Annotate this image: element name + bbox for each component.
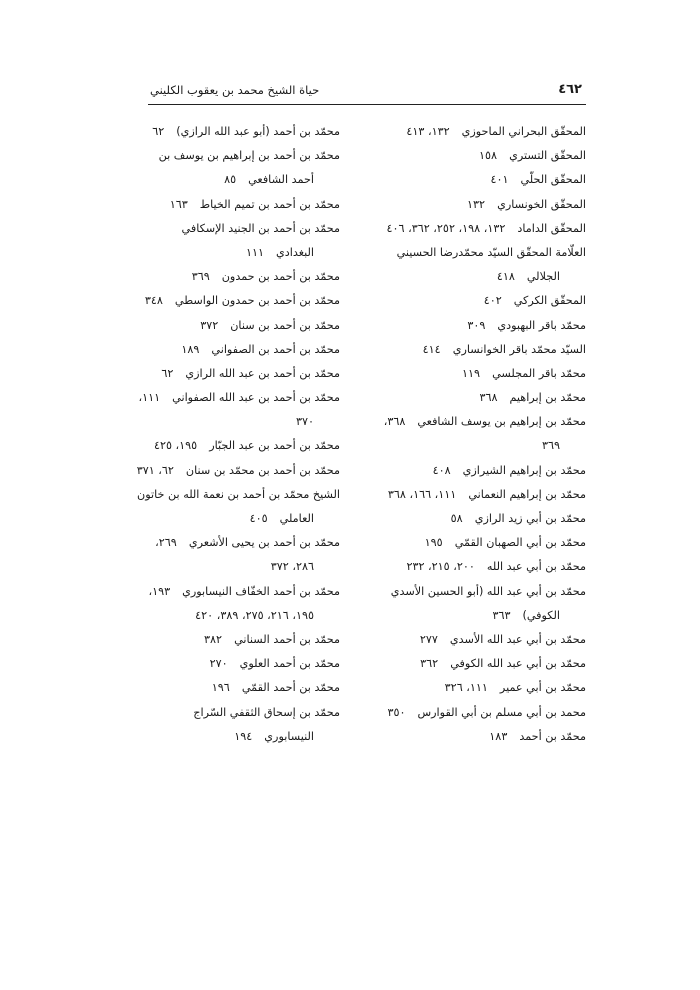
entry-name: محمّد بن أحمد (519, 729, 586, 743)
entry-pages: ٦٢ (152, 125, 165, 138)
entry-name: محمّد بن إبراهيم (509, 391, 586, 405)
entry-pages: ١١١ (245, 245, 264, 259)
entry-name: محمّد بن أحمد بن تميم الخياط (199, 197, 340, 211)
index-entry-continuation (122, 507, 340, 531)
index-entry-continuation (122, 168, 340, 192)
entry-pages: ٦٢ (161, 366, 174, 380)
entry-name: محمّد بن أحمد بن الجنيد الإسكافي (181, 221, 340, 235)
entry-pages: ١١١، ٣٢٦ (444, 681, 488, 695)
entry-name: محمّد بن إبراهيم بن يوسف الشافعي (417, 415, 586, 429)
entry-name: محمّد باقر البهبودي (497, 318, 586, 332)
entry-name: محمّد بن إبراهيم الشيرازي (462, 463, 586, 477)
entry-name: محمّد بن إبراهيم النعماني (468, 487, 586, 501)
entry-name: المحقّق الحلّي (520, 173, 586, 187)
entry-pages: ٤٠٨ (432, 463, 451, 477)
entry-name: محمّد بن أحمد القمّي (241, 681, 340, 695)
index-entry (334, 193, 586, 217)
entry-name: محمّد بن أحمد بن الصفواني (211, 342, 340, 356)
index-entry (334, 289, 586, 313)
entry-pages: ٢٨٦، ٣٧٢ (270, 560, 314, 574)
entry-name: محمّد بن أحمد بن يحيى الأشعري (188, 536, 340, 550)
entry-name: المحقّق الداماد (517, 221, 586, 235)
entry-pages: ١١١، ١٦٦، ٣٦٨ (387, 487, 457, 501)
index-entry (334, 580, 586, 604)
index-entry (334, 362, 586, 386)
index-entry (122, 434, 340, 458)
entry-name: البغدادي (275, 245, 314, 259)
entry-pages: ١٣٢، ٤١٣ (406, 125, 450, 138)
entry-pages: ٣٨٢ (204, 632, 223, 646)
entry-name: محمّد بن أبي عبد الله (أبو الحسين الأسدي (390, 584, 586, 598)
index-entry (122, 483, 340, 507)
entry-pages: ١٨٩ (181, 342, 200, 356)
entry-pages: ٢٧٧ (419, 632, 438, 646)
index-entry-continuation (122, 555, 340, 579)
index-entry (334, 628, 586, 652)
entry-name: محمّد بن أحمد بن حمدون (221, 270, 340, 284)
index-entry-continuation (334, 265, 586, 289)
entry-pages: ١٩٦ (211, 681, 230, 695)
entry-pages: ٤٠١ (490, 173, 509, 187)
entry-name: المحقّق الكركي (513, 294, 586, 308)
entry-name: محمّد باقر المجلسي (492, 366, 586, 380)
entry-name: محمّد بن أحمد بن عبد الجبّار (209, 439, 340, 453)
index-entry (122, 580, 340, 604)
entry-pages: ٣٦٩ (541, 439, 560, 453)
entry-name: محمد بن أبي مسلم بن أبي القوارس (417, 705, 586, 719)
index-entry (122, 144, 340, 168)
index-entry (334, 555, 586, 579)
entry-name: محمّد بن أحمد بن عبد الله الصفواني (172, 391, 340, 405)
index-entry (122, 120, 340, 144)
index-entry-continuation (122, 604, 340, 628)
entry-pages: ١٣٢، ١٩٨، ٢٥٢، ٣٦٢، ٤٠٦ (386, 221, 506, 235)
index-entry (334, 701, 586, 725)
entry-name: محمّد بن أحمد بن عبد الله الرازي (185, 366, 340, 380)
index-entry (122, 652, 340, 676)
index-entry (334, 338, 586, 362)
entry-name: المحقّق الخونساري (497, 197, 586, 211)
entry-name: محمّد بن أبي عبد الله (486, 560, 586, 574)
index-entry-continuation (122, 410, 340, 434)
index-column-left (122, 120, 340, 749)
entry-pages: ١٥٨ (479, 149, 498, 163)
entry-name: محمّد بن أبي عبد الله الكوفي (450, 657, 586, 671)
index-entry (334, 168, 586, 192)
entry-pages: ٤١٤ (422, 342, 441, 356)
entry-pages: ٣٧٢ (200, 318, 219, 332)
index-entry (122, 459, 340, 483)
entry-name: محمّد بن إسحاق الثقفي السّراج (193, 705, 340, 719)
index-entry-continuation (334, 434, 586, 458)
index-entry (122, 217, 340, 241)
index-entry (334, 144, 586, 168)
entry-pages: ١٩٥، ٤٢٥ (153, 439, 198, 453)
entry-pages: ٦٢، ٣٧١ (136, 463, 174, 477)
index-column-right (334, 120, 586, 749)
index-entry (334, 120, 586, 144)
entry-name: الجلالي (526, 270, 560, 284)
entry-name: محمّد بن أبي عبد الله الأسدي (449, 632, 586, 646)
entry-name: محمّد بن أبي زيد الرازي (474, 512, 586, 525)
index-entry (122, 314, 340, 338)
index-entry (334, 459, 586, 483)
entry-pages: ١٨٣ (489, 729, 508, 743)
entry-pages: ٣٦٨، (383, 415, 406, 429)
entry-name: محمّد بن أحمد بن سنان (230, 318, 340, 332)
entry-name: الشيخ محمّد بن أحمد بن نعمة الله بن خاتون (137, 487, 340, 501)
index-entry (122, 289, 340, 313)
entry-pages: ١٩٥ (424, 536, 443, 550)
entry-name: النيسابوري (264, 729, 314, 743)
index-entry (334, 507, 586, 531)
index-entry-continuation (122, 241, 340, 265)
index-entry (122, 386, 340, 410)
entry-name: المحقّق البحراني الماحوزي (461, 125, 586, 138)
entry-pages: ١٣٢ (467, 197, 486, 211)
entry-pages: ٣٦٢ (420, 657, 439, 671)
index-entry-continuation (122, 725, 340, 749)
index-entry (122, 193, 340, 217)
entry-pages: ٣٦٣ (492, 608, 511, 622)
entry-pages: ١١٩ (462, 366, 481, 380)
index-entry (122, 701, 340, 725)
entry-pages: ٨٥ (224, 173, 237, 187)
entry-name: محمّد بن أحمد بن إبراهيم بن يوسف بن (158, 149, 340, 163)
index-entry (334, 483, 586, 507)
index-entry (122, 362, 340, 386)
entry-name: محمّد بن أبي عمير (499, 681, 586, 695)
entry-pages: ٣٧٠ (295, 415, 314, 429)
index-entry (334, 241, 586, 265)
index-entry-continuation (334, 604, 586, 628)
entry-pages: ٤٠٢ (483, 294, 502, 308)
entry-pages: ٥٨ (450, 512, 463, 525)
entry-pages: ١٩٤ (234, 729, 253, 743)
entry-pages: ١١١، (138, 391, 161, 405)
entry-pages: ٣٦٨ (479, 391, 498, 405)
entry-pages: ١٩٣، (148, 584, 171, 598)
index-entry (334, 386, 586, 410)
index-entry (334, 652, 586, 676)
entry-name: محمّد بن أحمد بن حمدون الواسطي (174, 294, 340, 308)
entry-name: محمّد بن أبي الصهبان القمّي (454, 536, 586, 550)
entry-name: السيّد محمّد باقر الخوانساري (452, 342, 586, 356)
index-entry (122, 265, 340, 289)
index-entry (334, 314, 586, 338)
index-entry (122, 531, 340, 555)
entry-pages: ٢٧٠ (209, 657, 228, 671)
entry-pages: ٤١٨ (496, 270, 515, 284)
index-entry (334, 725, 586, 749)
entry-name: محمّد بن أحمد الخفّاف النيسابوري (182, 584, 340, 598)
entry-pages: ٢٦٩، (155, 536, 177, 550)
running-title: حياة الشيخ محمد بن يعقوب الكليني (150, 83, 320, 97)
entry-name: العاملي (279, 512, 314, 525)
entry-name: محمّد بن أحمد العلوي (239, 657, 340, 671)
entry-name: المحقّق التستري (509, 149, 586, 163)
page-number: ٤٦٢ (558, 82, 582, 97)
index-entry (122, 338, 340, 362)
entry-name: أحمد الشافعي (248, 173, 314, 187)
entry-pages: ٣٤٨ (144, 294, 163, 308)
entry-pages: ٢٠٠، ٢١٥، ٢٣٢ (406, 560, 475, 574)
entry-name: محمّد بن أحمد السناني (234, 632, 340, 646)
entry-pages: ١٩٥، ٢١٦، ٢٧٥، ٣٨٩، ٤٢٠ (195, 608, 314, 622)
index-entry (334, 676, 586, 700)
entry-pages: ٣٠٩ (467, 318, 486, 332)
entry-name: العلّامة المحقّق السيّد محمّدرضا الحسيني (396, 245, 586, 259)
index-entry (334, 531, 586, 555)
entry-pages: ١٦٣ (169, 197, 188, 211)
entry-pages: ٣٦٩ (191, 270, 210, 284)
index-entry (122, 676, 340, 700)
entry-name: محمّد بن أحمد (أبو عبد الله الرازي) (176, 125, 340, 138)
entry-pages: ٣٥٠ (387, 705, 406, 719)
entry-name: الكوفي) (522, 608, 560, 622)
index-entry (334, 410, 586, 434)
index-entry (122, 628, 340, 652)
entry-name: محمّد بن أحمد بن محمّد بن سنان (185, 463, 340, 477)
running-header (148, 78, 586, 105)
index-entry (334, 217, 586, 241)
entry-pages: ٤٠٥ (249, 512, 268, 525)
